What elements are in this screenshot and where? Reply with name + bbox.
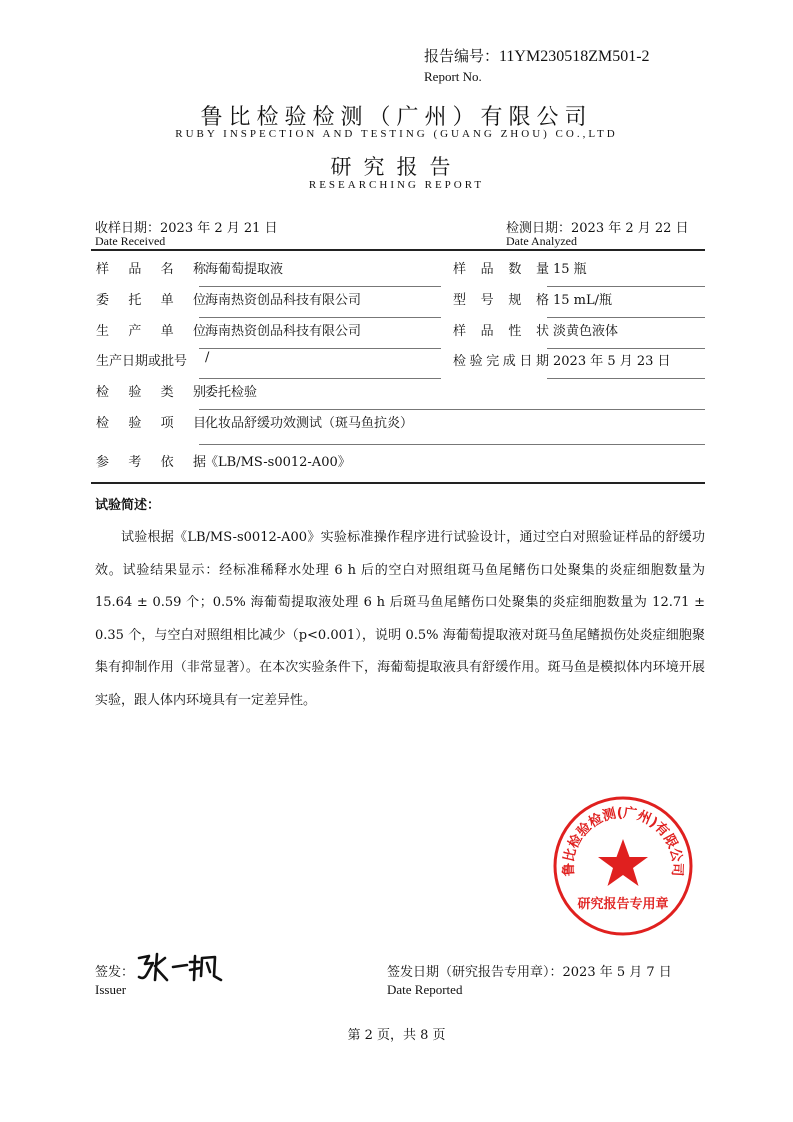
top-rule bbox=[91, 249, 705, 251]
label-char: 托 bbox=[128, 293, 142, 308]
report-title-en: RESEARCHING REPORT bbox=[308, 179, 485, 191]
label-char: 称 bbox=[192, 262, 206, 277]
label-char: 别 bbox=[192, 385, 206, 400]
row-sample-name bbox=[91, 258, 705, 289]
section-rule bbox=[91, 482, 705, 484]
date-analyzed-value: 2023 年 2 月 22 日 bbox=[571, 221, 689, 236]
label-char: 生 bbox=[96, 324, 110, 339]
label-char: 样 bbox=[96, 262, 110, 277]
report-number-value: 11YM230518ZM501-2 bbox=[499, 48, 650, 65]
label-char: 型 bbox=[453, 293, 467, 308]
label-char: 参 bbox=[96, 455, 110, 470]
underline bbox=[199, 348, 441, 349]
label-char: 品 bbox=[480, 324, 494, 339]
date-received-value: 2023 年 2 月 21 日 bbox=[160, 221, 278, 236]
underline bbox=[547, 286, 705, 287]
label-char: 数 bbox=[508, 262, 522, 277]
batch-label: 生产日期或批号 bbox=[96, 354, 188, 369]
label-char: 单 bbox=[160, 324, 174, 339]
date-received-en: Date Received bbox=[95, 234, 166, 248]
report-number-en: Report No. bbox=[424, 69, 482, 84]
report-date-value: 2023 年 5 月 7 日 bbox=[562, 965, 672, 980]
underline bbox=[199, 317, 441, 318]
label-char: 据 bbox=[192, 455, 206, 470]
report-date-en: Date Reported bbox=[387, 982, 463, 997]
label-char: 检 bbox=[96, 416, 110, 431]
label-char: 目 bbox=[192, 416, 206, 431]
label-char: 考 bbox=[128, 455, 142, 470]
underline bbox=[547, 348, 705, 349]
summary-title: 试验简述： bbox=[95, 498, 161, 513]
sample-qty-label bbox=[453, 258, 549, 277]
handwritten-signature bbox=[135, 950, 225, 984]
report-number bbox=[424, 45, 650, 66]
label-char: 检 bbox=[453, 354, 467, 369]
test-item-value: 化妆品舒缓功效测试（斑马鱼抗炎） bbox=[205, 416, 414, 431]
row-client bbox=[91, 289, 705, 320]
date-analyzed-label: 检测日期： bbox=[506, 221, 572, 236]
label-char: 完 bbox=[486, 354, 500, 369]
label-char: 品 bbox=[480, 262, 494, 277]
report-date-label: 签发日期（研究报告专用章）： bbox=[387, 965, 563, 980]
reference-value: 《LB/MS-s0012-A00》 bbox=[205, 455, 351, 470]
page-number: 第 2 页，共 8 页 bbox=[347, 1028, 446, 1043]
report-number-label: 报告编号： bbox=[424, 47, 500, 65]
row-producer bbox=[91, 320, 705, 351]
row-batch bbox=[91, 350, 705, 381]
completion-label bbox=[453, 350, 549, 369]
company-name-cn: 鲁比检验检测（广州）有限公司 bbox=[200, 105, 593, 130]
label-char: 项 bbox=[160, 416, 174, 431]
label-char: 委 bbox=[96, 293, 110, 308]
label-char: 位 bbox=[192, 324, 206, 339]
row-reference bbox=[91, 451, 705, 482]
underline bbox=[547, 378, 705, 379]
date-received-label: 收样日期： bbox=[95, 221, 161, 236]
row-test-item bbox=[91, 412, 705, 443]
label-char: 样 bbox=[453, 262, 467, 277]
sample-name-value: 海葡萄提取液 bbox=[205, 262, 284, 277]
underline bbox=[199, 286, 441, 287]
report-title-cn: 研究报告 bbox=[330, 155, 463, 179]
appearance-value: 淡黄色液体 bbox=[553, 324, 619, 339]
report-date bbox=[387, 961, 672, 980]
completion-value: 2023 年 5 月 23 日 bbox=[553, 354, 671, 369]
company-seal bbox=[552, 795, 694, 937]
label-char: 性 bbox=[508, 324, 522, 339]
label-char: 验 bbox=[128, 385, 142, 400]
client-label bbox=[96, 289, 206, 308]
label-char: 号 bbox=[480, 293, 494, 308]
producer-value: 海南热资创品科技有限公司 bbox=[205, 324, 362, 339]
producer-label bbox=[96, 320, 206, 339]
issuer-en: Issuer bbox=[95, 982, 127, 997]
underline bbox=[199, 444, 705, 445]
spec-value: 15 mL/瓶 bbox=[553, 293, 613, 308]
client-value: 海南热资创品科技有限公司 bbox=[205, 293, 362, 308]
underline bbox=[199, 409, 705, 410]
summary-body bbox=[95, 522, 705, 717]
label-char: 量 bbox=[535, 262, 549, 277]
appearance-label bbox=[453, 320, 549, 339]
batch-value: / bbox=[205, 350, 210, 365]
seal-bottom-text: 研究报告专用章 bbox=[577, 897, 669, 912]
summary-paragraph: 试验根据《LB/MS-s0012-A00》实验标准操作程序进行试验设计，通过空白对照验证样品的舒缓功效。试验结果显示：经标准稀释水处理 6 h 后的空白对照组斑马鱼尾鳍伤口处聚集的炎症细胞数量为 15.64 ± 0.59 个；0.5% 海葡萄提取液处理 6 h 后斑马鱼尾鳍伤口处聚集的炎症细胞数量为 12.71 ± 0.35 个，与空白对照组相比减少（p<0.001），说明 0.5% 海葡萄提取液对斑马鱼尾鳍损伤处炎症细胞聚集有抑制作用（非常显著）。在本次实验条件下，海葡萄提取液具有舒缓作用。斑马鱼是模拟体内环境开展实验，跟人体内环境具有一定差异性。 bbox=[95, 530, 705, 708]
label-char: 成 bbox=[502, 354, 516, 369]
label-char: 格 bbox=[535, 293, 549, 308]
label-char: 验 bbox=[469, 354, 483, 369]
row-test-type bbox=[91, 381, 705, 412]
label-char: 样 bbox=[453, 324, 467, 339]
spec-label bbox=[453, 289, 549, 308]
issuer-label: 签发： bbox=[95, 965, 135, 980]
sample-name-label bbox=[96, 258, 206, 277]
label-char: 单 bbox=[160, 293, 174, 308]
label-char: 名 bbox=[160, 262, 174, 277]
label-char: 日 bbox=[519, 354, 533, 369]
seal-ring-text: 鲁比检验检测(广州)有限公司 bbox=[560, 804, 686, 877]
label-char: 验 bbox=[128, 416, 142, 431]
seal-star-icon bbox=[598, 839, 648, 886]
label-char: 状 bbox=[535, 324, 549, 339]
label-char: 产 bbox=[128, 324, 142, 339]
reference-label bbox=[96, 451, 206, 470]
test-item-label bbox=[96, 412, 206, 431]
label-char: 依 bbox=[160, 455, 174, 470]
underline bbox=[199, 378, 441, 379]
date-analyzed-en: Date Analyzed bbox=[506, 234, 577, 248]
label-char: 期 bbox=[535, 354, 549, 369]
test-type-value: 委托检验 bbox=[205, 385, 258, 400]
underline bbox=[547, 317, 705, 318]
label-char: 品 bbox=[128, 262, 142, 277]
test-type-label bbox=[96, 381, 206, 400]
sample-qty-value: 15 瓶 bbox=[553, 262, 587, 277]
label-char: 位 bbox=[192, 293, 206, 308]
label-char: 类 bbox=[160, 385, 174, 400]
label-char: 检 bbox=[96, 385, 110, 400]
company-name-en: RUBY INSPECTION AND TESTING (GUANG ZHOU) CO.,LTD bbox=[175, 128, 618, 140]
label-char: 规 bbox=[508, 293, 522, 308]
